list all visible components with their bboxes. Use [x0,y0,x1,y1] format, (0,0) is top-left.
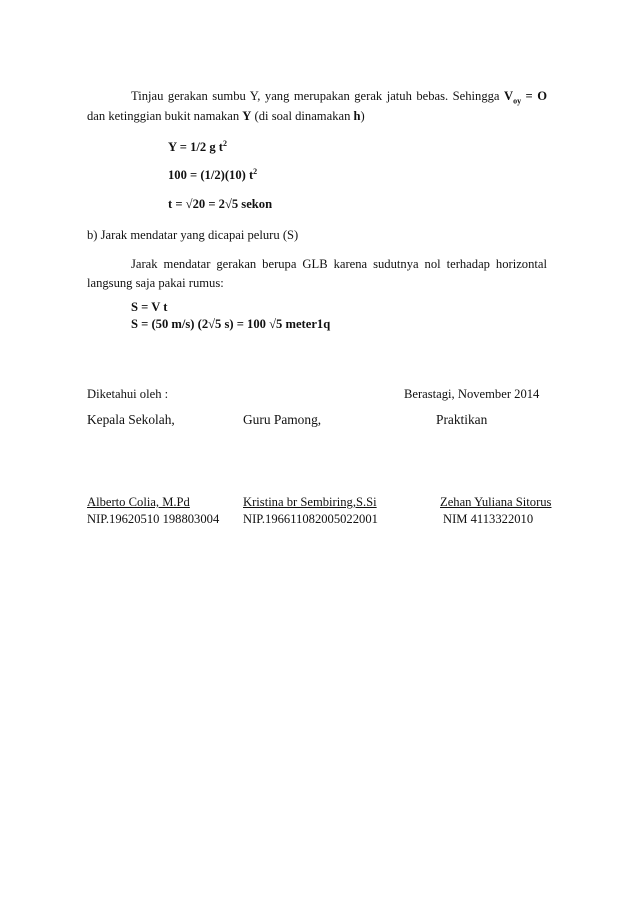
section-b-heading: b) Jarak mendatar yang dicapai peluru (S) [87,228,299,242]
intro-line-2 [87,109,365,124]
role-practitioner: Praktikan [436,412,488,427]
intro-line-2-prefix: dan ketinggian bukit namakan [87,109,243,123]
h-symbol: h [353,109,361,123]
voy-value: = O [521,89,547,103]
role-principal: Kepala Sekolah, [87,412,175,427]
id-principal: NIP.19620510 198803004 [87,512,220,526]
voy-subscript: oy [513,96,522,106]
equation-1-exponent: 2 [222,138,227,148]
place-date: Berastagi, November 2014 [404,387,540,401]
known-by-label: Diketahui oleh : [87,387,169,401]
formula-2: S = (50 m/s) (2√5 s) = 100 √5 meter1q [131,317,331,331]
section-b-para-line-2: langsung saja pakai rumus: [87,276,224,290]
intro-line-1 [87,89,547,104]
equation-1-main: Y = 1/2 g t [168,140,223,154]
equation-2-exponent: 2 [253,166,258,176]
equation-1 [168,140,227,155]
formula-1: S = V t [131,300,168,314]
intro-line-2-mid: (di soal dinamakan [251,109,354,123]
section-b-para-line-1: Jarak mendatar gerakan berupa GLB karena sudutnya nol terhadap horizontal [131,257,547,271]
y-symbol: Y [242,109,252,123]
id-supervising-teacher: NIP.196611082005022001 [243,512,378,526]
name-supervising-teacher: Kristina br Sembiring,S.Si [243,495,377,509]
name-principal: Alberto Colia, M.Pd [87,495,190,509]
role-supervising-teacher: Guru Pamong, [243,412,322,427]
equation-3: t = √20 = 2√5 sekon [168,197,273,211]
intro-text: Tinjau gerakan sumbu Y, yang merupakan gerak jatuh bebas. Sehingga [131,89,504,103]
equation-2-main: 100 = (1/2)(10) t [168,168,254,182]
voy-letter: V [503,89,514,103]
intro-line-2-end: ) [360,109,365,123]
name-practitioner: Zehan Yuliana Sitorus [440,495,552,509]
voy-symbol [503,89,547,106]
equation-2 [168,168,257,183]
id-practitioner: NIM 4113322010 [443,512,534,526]
